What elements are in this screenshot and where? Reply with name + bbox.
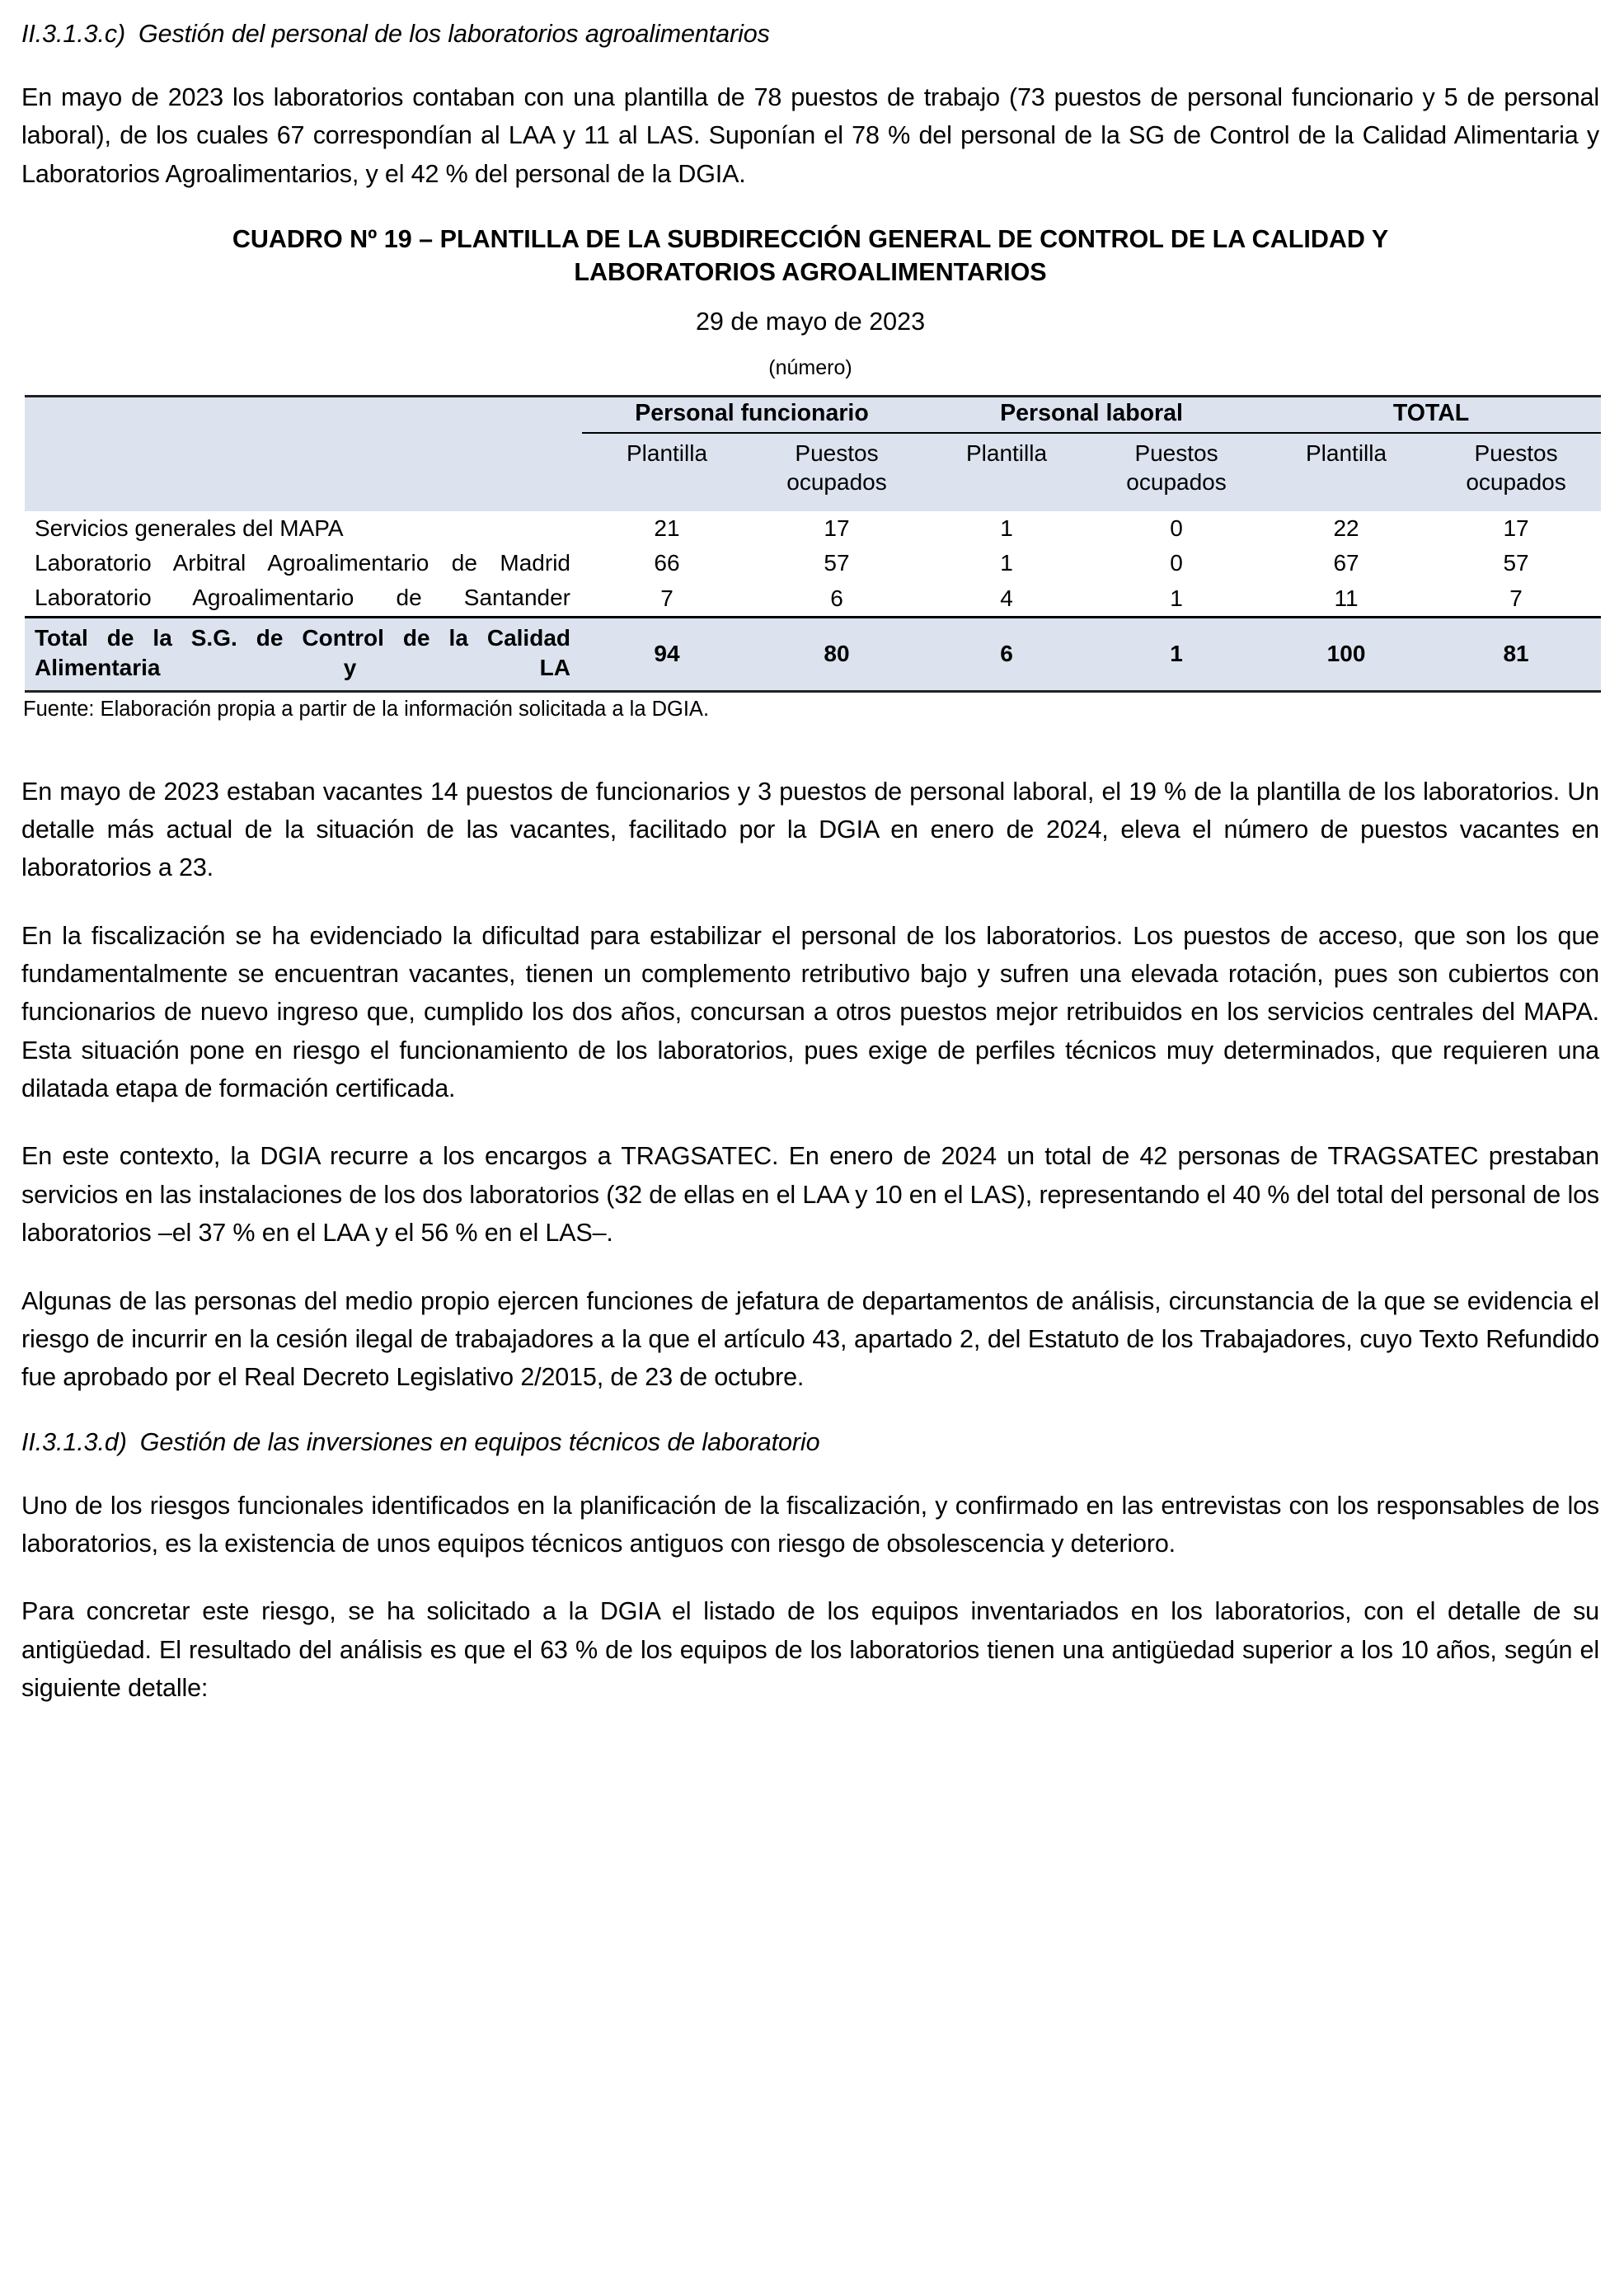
table-row: [25, 511, 1601, 546]
table-row: [25, 580, 1601, 617]
table-head: [25, 397, 1601, 511]
cell-lab-ocupados: 0: [1091, 546, 1261, 580]
cell-total-ocupados: 7: [1431, 580, 1601, 617]
cell-func-ocupados: 6: [752, 580, 922, 617]
total-func-plantilla: 94: [582, 617, 752, 689]
cell-total-ocupados: 17: [1431, 511, 1601, 546]
cell-total-ocupados: 57: [1431, 546, 1601, 580]
total-lab-plantilla: 6: [922, 617, 1091, 689]
cell-total-plantilla: 22: [1261, 511, 1431, 546]
subheader-func-plantilla: Plantilla: [582, 433, 752, 511]
section-number-c: II.3.1.3.c): [21, 20, 126, 48]
table-total-row: [25, 617, 1601, 689]
paragraph-3: En la fiscalización se ha evidenciado la dificultad para estabilizar el personal de los laboratorios. Los puestos de acceso, que son los que fundamentalmente se encuentran vacantes, tienen un complemento retributivo bajo y sufren una elevada rotación, pues son cubiertos con funcionarios de nuevo ingreso que, cumplido los dos años, concursan a otros puestos mejor retribuidos en los servicios centrales del MAPA. Esta situación pone en riesgo el funcionamiento de los laboratorios, pues exige de perfiles técnicos muy determinados, que requieren una dilatada etapa de formación certificada.: [21, 921, 1599, 1103]
table-date: 29 de mayo de 2023: [695, 307, 926, 336]
subheader-total-plantilla: Plantilla: [1261, 433, 1431, 511]
total-total-plantilla: 100: [1261, 617, 1431, 689]
total-lab-ocupados: 1: [1091, 617, 1261, 689]
subheader-lab-ocupados: Puestos ocupados: [1091, 433, 1261, 511]
group-header-total: TOTAL: [1261, 397, 1601, 433]
subheader-blank: [25, 433, 582, 511]
table-subheader-row: [25, 433, 1601, 511]
subheader-func-ocupados: Puestos ocupados: [752, 433, 922, 511]
table-row: [25, 546, 1601, 580]
paragraph-4: En este contexto, la DGIA recurre a los encargos a TRAGSATEC. En enero de 2024 un total de 42 personas de TRAGSATEC prestaban servicios en las instalaciones de los dos laboratorios (32 de ellas en el LAA y 10 en el LAS), representando el 40 % del total del personal de los laboratorios –el 37 % en el LAA y el 56 % en el LAS–.: [21, 1142, 1599, 1248]
table-caption: CUADRO Nº 19 – PLANTILLA DE LA SUBDIRECCIÓN GENERAL DE CONTROL DE LA CALIDAD Y LABORATORIOS AGROALIMENTARIOS: [232, 225, 1389, 287]
group-header-blank: [25, 397, 582, 433]
row-label: Laboratorio Arbitral Agroalimentario de Madrid: [25, 546, 582, 580]
cell-lab-plantilla: 1: [922, 511, 1091, 546]
total-total-ocupados: 81: [1431, 617, 1601, 689]
cell-total-plantilla: 11: [1261, 580, 1431, 617]
cell-lab-plantilla: 1: [922, 546, 1091, 580]
paragraph-7: Para concretar este riesgo, se ha solicitado a la DGIA el listado de los equipos inventariados en los laboratorios, con el detalle de su antigüedad. El resultado del análisis es que el 63 % de los equipos de los laboratorios tienen una antigüedad superior a los 10 años, según el siguiente detalle:: [21, 1597, 1599, 1703]
table-bottom-rule: [25, 690, 1601, 693]
table-body: [25, 511, 1601, 690]
table-units: (número): [768, 355, 852, 379]
cell-func-plantilla: 66: [582, 546, 752, 580]
section-heading-d: [21, 1427, 1599, 1459]
cell-lab-plantilla: 4: [922, 580, 1091, 617]
paragraph-2: En mayo de 2023 estaban vacantes 14 puestos de funcionarios y 3 puestos de personal laboral, el 19 % de la plantilla de los laboratorios. Un detalle más actual de la situación de las vacantes, facilitado por la DGIA en enero de 2024, eleva el número de puestos vacantes en laboratorios a 23.: [21, 777, 1599, 882]
group-header-laboral: Personal laboral: [922, 397, 1261, 433]
plantilla-table: [25, 397, 1601, 690]
group-header-funcionario: Personal funcionario: [582, 397, 922, 433]
section-title-d: Gestión de las inversiones en equipos técnicos de laboratorio: [139, 1427, 820, 1456]
paragraph-6: Uno de los riesgos funcionales identificados en la planificación de la fiscalización, y confirmado en las entrevistas con los responsables de los laboratorios, es la existencia de unos equipos técnicos antiguos con riesgo de obsolescencia y deterioro.: [21, 1491, 1599, 1558]
cell-func-plantilla: 7: [582, 580, 752, 617]
row-label: Laboratorio Agroalimentario de Santander: [25, 580, 582, 617]
subheader-lab-plantilla: Plantilla: [922, 433, 1091, 511]
subheader-total-ocupados: Puestos ocupados: [1431, 433, 1601, 511]
total-func-ocupados: 80: [752, 617, 922, 689]
table-source-note: Fuente: Elaboración propia a partir de la información solicitada a la DGIA.: [23, 697, 710, 721]
cell-lab-ocupados: 0: [1091, 511, 1261, 546]
spacer: [21, 721, 1599, 773]
section-number-d: II.3.1.3.d): [21, 1427, 127, 1456]
cuadro-19-block: [21, 223, 1599, 721]
cell-func-plantilla: 21: [582, 511, 752, 546]
total-row-label: Total de la S.G. de Control de la Calidad Alimentaria y LA: [25, 617, 582, 689]
paragraph-1: En mayo de 2023 los laboratorios contaban con una plantilla de 78 puestos de trabajo (73 puestos de personal funcionario y 5 de personal laboral), de los cuales 67 correspondían al LAA y 11 al LAS. Suponían el 78 % del personal de la SG de Control de la Calidad Alimentaria y Laboratorios Agroalimentarios, y el 42 % del personal de la DGIA.: [21, 83, 1599, 188]
paragraph-5: Algunas de las personas del medio propio ejercen funciones de jefatura de departamentos de análisis, circunstancia de la que se evidencia el riesgo de incurrir en la cesión ilegal de trabajadores a la que el artículo 43, apartado 2, del Estatuto de los Trabajadores, cuyo Texto Refundido fue aprobado por el Real Decreto Legislativo 2/2015, de 23 de octubre.: [21, 1286, 1599, 1392]
cell-func-ocupados: 57: [752, 546, 922, 580]
cell-lab-ocupados: 1: [1091, 580, 1261, 617]
section-title-c: Gestión del personal de los laboratorios agroalimentarios: [138, 20, 770, 48]
cell-total-plantilla: 67: [1261, 546, 1431, 580]
row-label: Servicios generales del MAPA: [25, 511, 582, 546]
table-group-header-row: [25, 397, 1601, 433]
section-heading-c: [21, 18, 1599, 50]
cell-func-ocupados: 17: [752, 511, 922, 546]
